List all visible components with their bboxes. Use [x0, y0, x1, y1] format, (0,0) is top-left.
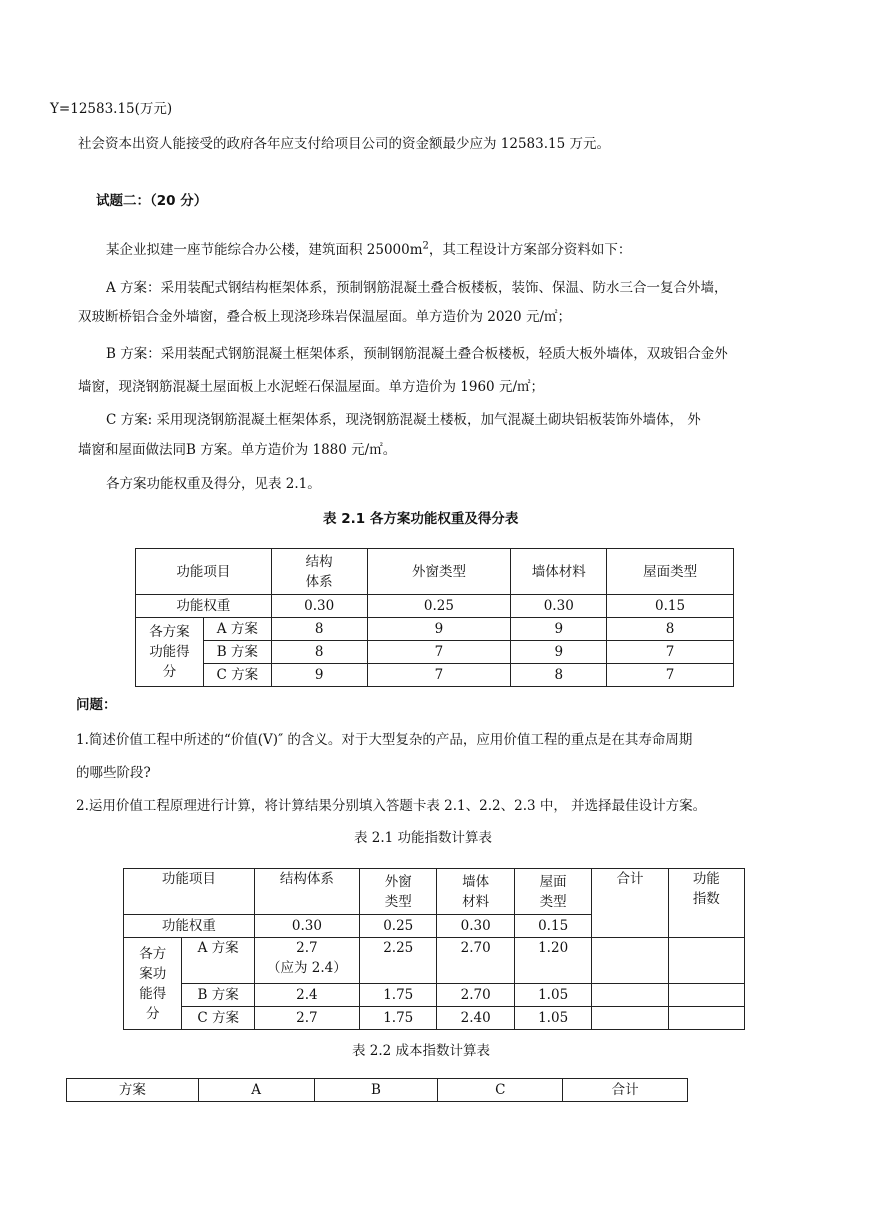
intro-paragraph — [106, 240, 631, 260]
score-cell: 7 — [367, 641, 511, 664]
question-title: 试题二：（20 分） — [96, 193, 208, 209]
total-cell — [592, 1007, 668, 1030]
header-total: 合计 — [563, 1079, 688, 1102]
question-2-line: 2.运用价值工程原理进行计算，将计算结果分别填入答题卡表 2.1、2.2、2.3 中， 并选择最佳设计方案。 — [76, 798, 707, 814]
score-cell: 1.05 — [514, 984, 591, 1007]
weight-cell: 0.15 — [514, 915, 591, 938]
header-total: 合计 — [592, 869, 668, 938]
problems-heading: 问题： — [76, 697, 117, 713]
score-cell: 7 — [367, 664, 511, 687]
index-cell — [668, 938, 744, 984]
weight-cell: 0.30 — [511, 595, 607, 618]
score-group-label: 各方 案功 能得 分 — [124, 938, 182, 1030]
weight-cell: 0.30 — [437, 915, 514, 938]
result-line: Y=12583.15(万元) — [50, 101, 173, 117]
score-cell: 8 — [271, 618, 367, 641]
score-cell: 2.25 — [360, 938, 437, 984]
question-1-line-2: 的哪些阶段? — [76, 765, 151, 781]
score-cell: 2.4 — [254, 984, 359, 1007]
plan-c-line-2: 墙窗和屋面做法同B 方案。单方造价为 1880 元/㎡。 — [78, 442, 397, 458]
plan-name: C 方案 — [182, 1007, 254, 1030]
conclusion-line: 社会资本出资人能接受的政府各年应支付给项目公司的资金额最少应为 12583.15 万元。 — [78, 136, 610, 152]
score-cell: 1.75 — [360, 1007, 437, 1030]
header-function-index: 功能 指数 — [668, 869, 744, 938]
score-cell: 7 — [607, 641, 734, 664]
header-plan: 方案 — [67, 1079, 199, 1102]
score-cell: 8 — [607, 618, 734, 641]
score-cell: 2.40 — [437, 1007, 514, 1030]
question-1-line-1: 1.简述价值工程中所述的“价值(V)″ 的含义。对于大型复杂的产品，应用价值工程的重点是在其寿命周期 — [76, 732, 693, 748]
header-function-item: 功能项目 — [124, 869, 255, 915]
header-roof: 屋面类型 — [607, 549, 734, 595]
weight-cell: 0.25 — [360, 915, 437, 938]
score-cell: 1.75 — [360, 984, 437, 1007]
score-cell: 9 — [511, 618, 607, 641]
index-cell — [668, 1007, 744, 1030]
score-cell: 2.7 （应为 2.4） — [254, 938, 359, 984]
plan-name: B 方案 — [203, 641, 271, 664]
index-cell — [668, 984, 744, 1007]
intro-text-b: ，其工程设计方案部分资料如下： — [428, 242, 632, 258]
score-cell: 8 — [511, 664, 607, 687]
plan-b-line-1: B 方案：采用装配式钢筋混凝土框架体系，预制钢筋混凝土叠合板楼板，轻质大板外墙体，双玻铝合金外 — [106, 346, 728, 362]
table3-caption: 表 2.2 成本指数计算表 — [352, 1043, 491, 1059]
score-cell: 9 — [271, 664, 367, 687]
weight-cell: 0.25 — [367, 595, 511, 618]
intro-superscript: 2 — [422, 240, 429, 252]
plan-a-line-1: A 方案：采用装配式钢结构框架体系，预制钢筋混凝土叠合板楼板，装饰、保温、防水三合一复合外墙， — [106, 280, 728, 296]
function-weight-score-table — [135, 548, 734, 687]
score-cell: 9 — [511, 641, 607, 664]
score-cell: 2.70 — [437, 938, 514, 984]
score-cell: 2.7 — [254, 1007, 359, 1030]
header-a: A — [198, 1079, 314, 1102]
score-cell: 1.20 — [514, 938, 591, 984]
header-window: 外窗 类型 — [360, 869, 437, 915]
score-group-label: 各方案 功能得 分 — [136, 618, 204, 687]
plan-c-line-1: C 方案: 采用现浇钢筋混凝土框架体系，现浇钢筋混凝土楼板，加气混凝土砌块铝板装饰外墙体， 外 — [106, 412, 701, 428]
plan-name: C 方案 — [203, 664, 271, 687]
header-wall: 墙体材料 — [511, 549, 607, 595]
plan-name: A 方案 — [203, 618, 271, 641]
plan-name: A 方案 — [182, 938, 254, 984]
header-structure: 结构体系 — [254, 869, 359, 915]
header-wall: 墙体 材料 — [437, 869, 514, 915]
score-cell: 2.70 — [437, 984, 514, 1007]
cost-index-table — [66, 1078, 688, 1102]
score-cell: 7 — [607, 664, 734, 687]
table2-caption: 表 2.1 功能指数计算表 — [354, 830, 493, 846]
table-reference-line: 各方案功能权重及得分，见表 2.1。 — [106, 476, 321, 492]
total-cell — [592, 984, 668, 1007]
weight-label: 功能权重 — [124, 915, 255, 938]
weight-cell: 0.30 — [271, 595, 367, 618]
score-cell: 9 — [367, 618, 511, 641]
plan-name: B 方案 — [182, 984, 254, 1007]
header-window: 外窗类型 — [367, 549, 511, 595]
header-structure: 结构 体系 — [271, 549, 367, 595]
header-b: B — [314, 1079, 438, 1102]
header-roof: 屋面 类型 — [514, 869, 591, 915]
score-cell: 8 — [271, 641, 367, 664]
plan-b-line-2: 墙窗，现浇钢筋混凝土屋面板上水泥蛭石保温屋面。单方造价为 1960 元/㎡； — [78, 379, 544, 395]
header-function-item: 功能项目 — [136, 549, 272, 595]
total-cell — [592, 938, 668, 984]
function-index-table — [123, 868, 745, 1030]
intro-text-a: 某企业拟建一座节能综合办公楼，建筑面积 25000m — [106, 242, 423, 258]
header-c: C — [438, 1079, 563, 1102]
weight-cell: 0.30 — [254, 915, 359, 938]
weight-label: 功能权重 — [136, 595, 272, 618]
table1-caption: 表 2.1 各方案功能权重及得分表 — [323, 511, 519, 527]
weight-cell: 0.15 — [607, 595, 734, 618]
plan-a-line-2: 双玻断桥铝合金外墙窗，叠合板上现浇珍珠岩保温屋面。单方造价为 2020 元/㎡； — [78, 309, 571, 325]
score-cell: 1.05 — [514, 1007, 591, 1030]
